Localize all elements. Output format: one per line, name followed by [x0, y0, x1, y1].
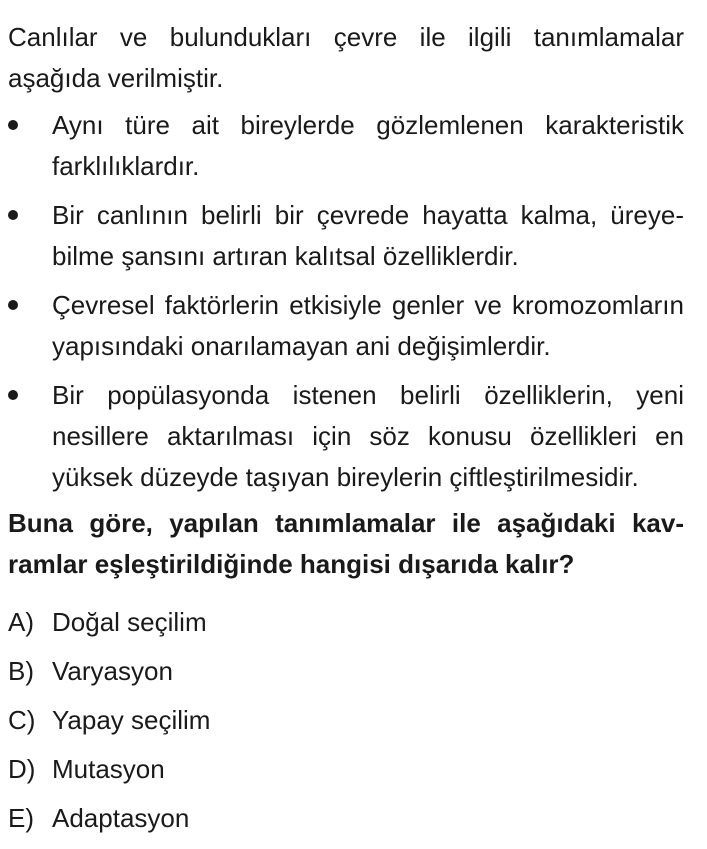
- bullet-icon: [8, 300, 18, 310]
- bullet-icon: [8, 390, 18, 400]
- bullet-icon: [8, 120, 18, 130]
- definition-text: Aynı türe ait bireylerde gözlemlenen karakteristik farklılıklardır.: [52, 110, 684, 181]
- option-letter: E): [8, 803, 34, 833]
- intro-text: Canlılar ve bulundukları çevre ile ilgili tanımlamalar aşağıda verilmiştir.: [8, 22, 684, 93]
- question-stem: Buna göre, yapılan tanımlamalar ile aşağıdaki kavramlar eşleştirildiğinde hangisi dışarıda kalır?: [8, 508, 684, 579]
- option-letter: D): [8, 754, 36, 784]
- definition-item: [0, 195, 684, 277]
- option-letter: A): [8, 607, 34, 637]
- option-text: Mutasyon: [52, 754, 165, 784]
- definition-item: [0, 285, 684, 367]
- option-text: Doğal seçilim: [52, 607, 207, 637]
- option-letter: B): [8, 656, 34, 686]
- definition-text: Bir popülasyonda istenen belirli özelliklerin, yeni nesillere aktarılması için söz konusu özellikleri en yüksek düzeyde taşıyan bireylerin çiftleştirilmesidir.: [52, 380, 684, 492]
- answer-option-c[interactable]: [8, 696, 210, 745]
- answer-option-a[interactable]: [8, 598, 210, 647]
- answer-option-b[interactable]: [8, 647, 210, 696]
- bullet-icon: [8, 210, 18, 220]
- definition-item: [0, 375, 684, 498]
- answer-option-e[interactable]: [8, 794, 210, 843]
- option-letter: C): [8, 705, 36, 735]
- definition-text: Çevresel faktörlerin etkisiyle genler ve kromozomların yapısındaki onarılamayan ani değişimlerdir.: [52, 290, 684, 361]
- definition-list: [0, 105, 707, 506]
- answer-options: [8, 598, 210, 843]
- option-text: Yapay seçilim: [52, 705, 211, 735]
- option-text: Varyasyon: [52, 656, 173, 686]
- definition-text: Bir canlının belirli bir çevrede hayatta kalma, üreyebilme şansını artıran kalıtsal özelliklerdir.: [52, 200, 684, 271]
- option-text: Adaptasyon: [52, 803, 190, 833]
- answer-option-d[interactable]: [8, 745, 210, 794]
- definition-item: [0, 105, 684, 187]
